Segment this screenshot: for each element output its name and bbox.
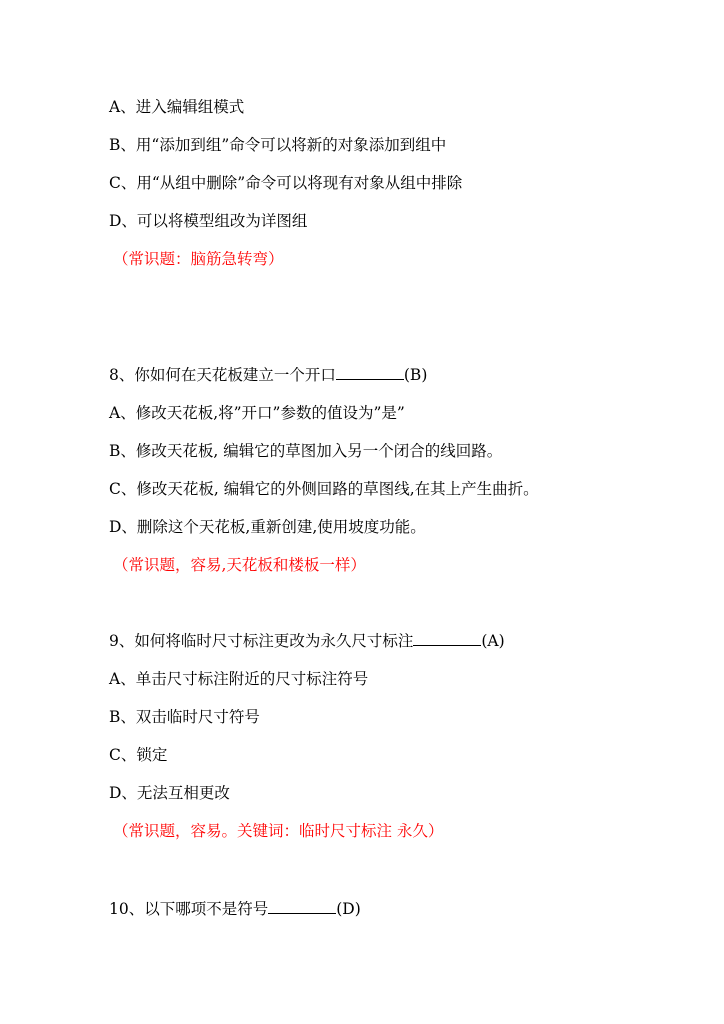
answer-note: （常识题，容易。关键词：临时尺寸标注 永久） (113, 822, 444, 840)
answer-key: (D) (336, 900, 361, 918)
answer-note: （常识题：脑筋急转弯） (113, 250, 284, 268)
option-b: B、双击临时尺寸符号 (109, 708, 260, 726)
answer-note: （常识题，容易,天花板和楼板一样） (113, 556, 366, 574)
question-9 (109, 631, 505, 651)
option-b: B、用“添加到组”命令可以将新的对象添加到组中 (109, 136, 447, 154)
option-b: B、修改天花板, 编辑它的草图加入另一个闭合的线回路。 (109, 442, 503, 460)
option-d: D、无法互相更改 (109, 784, 230, 802)
option-c: C、锁定 (109, 746, 168, 764)
question-text: 9、如何将临时尺寸标注更改为永久尺寸标注 (109, 632, 414, 650)
question-text: 8、你如何在天花板建立一个开口 (109, 366, 336, 384)
option-a: A、进入编辑组模式 (109, 98, 245, 116)
option-a: A、单击尺寸标注附近的尺寸标注符号 (109, 670, 369, 688)
option-c: C、用“从组中删除”命令可以将现有对象从组中排除 (109, 174, 463, 192)
question-8 (109, 365, 427, 385)
option-d: D、可以将模型组改为详图组 (109, 212, 308, 230)
question-10 (109, 899, 361, 919)
option-c: C、修改天花板, 编辑它的外侧回路的草图线,在其上产生曲折。 (109, 480, 539, 498)
answer-blank (413, 631, 481, 646)
option-a: A、修改天花板,将”开口”参数的值设为”是” (109, 404, 405, 422)
option-d: D、删除这个天花板,重新创建,使用坡度功能。 (109, 518, 426, 536)
answer-blank (336, 365, 404, 380)
answer-key: (A) (481, 632, 505, 650)
answer-blank (268, 899, 336, 914)
question-text: 10、以下哪项不是符号 (109, 900, 269, 918)
answer-key: (B) (403, 366, 428, 384)
